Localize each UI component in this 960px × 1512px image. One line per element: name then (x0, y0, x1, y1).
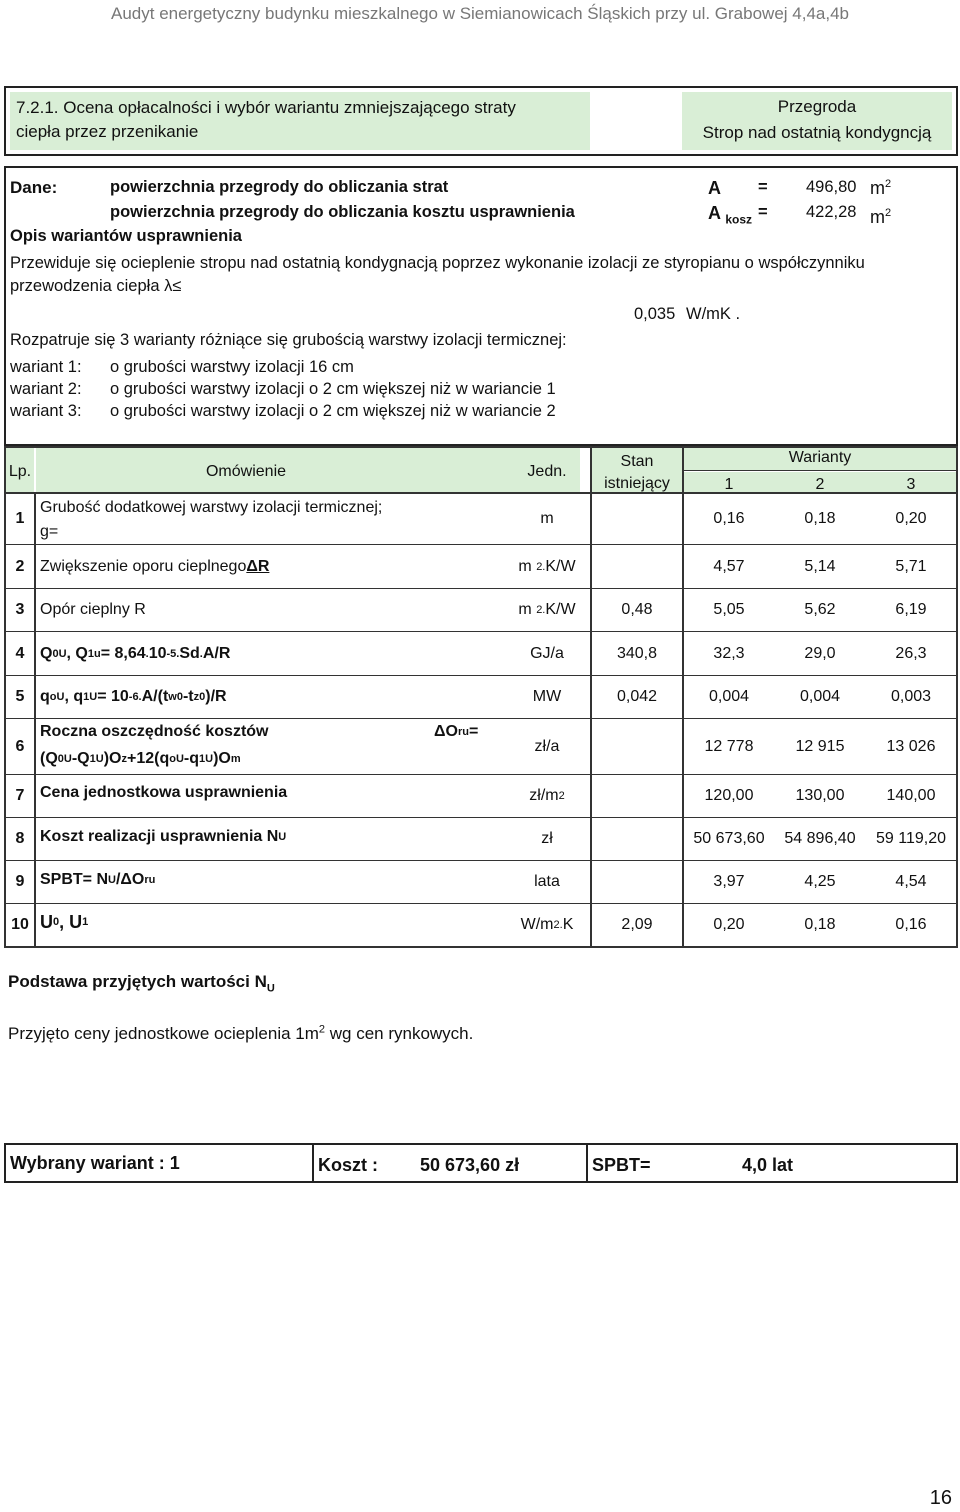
table-border-bottom (4, 946, 958, 948)
row10-lp: 10 (11, 916, 29, 933)
variant-3-text: o grubości warstwy izolacji o 2 cm większej niż w wariancie 2 (110, 402, 556, 420)
unit-sup: 2 (885, 178, 892, 190)
row5-lp: 5 (15, 688, 25, 705)
row9-stan (592, 861, 682, 903)
f-ten: 10 (148, 644, 167, 662)
dane-label: Dane: (10, 178, 58, 197)
podstawa-title-text: Podstawa przyjętych wartości N (8, 972, 267, 991)
podstawa-title (8, 972, 275, 995)
opis-title: Opis wariantów usprawnienia (10, 227, 242, 245)
summary-divider (312, 1145, 314, 1181)
row8-lp: 8 (15, 830, 25, 847)
row6-desc-line1: Roczna oszczędność kosztów (40, 723, 269, 740)
row1-desc-line2: g= (40, 523, 59, 540)
f-q: , q (64, 688, 84, 705)
row3-w1: 5,05 (713, 601, 745, 618)
variant-1-text: o grubości warstwy izolacji 16 cm (110, 358, 354, 376)
dane-row1-value: 496,80 (806, 178, 857, 196)
row7-w2: 130,00 (795, 787, 845, 804)
section-title (10, 92, 590, 150)
partition-box (682, 92, 952, 150)
lambda-value: 0,035 (634, 305, 676, 323)
row3-w3: 6,19 (895, 601, 927, 618)
row10-desc: U 0 , U 1 (40, 911, 89, 932)
row2-w2: 5,14 (804, 557, 836, 575)
row3-desc: Opór cieplny R (40, 601, 146, 618)
row2-desc (40, 545, 269, 588)
row6-desc-line2: (Q 0U -Q 1U )O z +12(q oU -q 1U )O m (40, 750, 241, 767)
unit-text: W/m (520, 916, 554, 933)
row5-w1: 0,004 (708, 688, 750, 705)
header-warianty: Warianty (788, 449, 852, 466)
summary-spbt-value: 4,0 lat (742, 1155, 794, 1175)
f-ten: = 10 (97, 688, 129, 705)
f-coef: = 8,64 (100, 644, 146, 662)
dane-row1-eq: = (758, 178, 768, 196)
table-border-right (956, 446, 958, 948)
row8-w2: 54 896,40 (784, 830, 856, 847)
opis-intro: Rozpatruje się 3 warianty różniące się grubością warstwy izolacji termicznej: (10, 331, 567, 349)
row9-w3: 4,54 (895, 873, 927, 890)
unit-tail: K/W (545, 601, 576, 618)
summary-spbt-label: SPBT= (592, 1155, 651, 1175)
f-part: -Q (71, 750, 90, 767)
row10-unit: W/m 2. K (520, 916, 574, 933)
f-r: )/R (205, 688, 227, 705)
row9-unit: lata (534, 873, 560, 890)
unit-text: m (518, 557, 532, 575)
row8-w3: 59 119,20 (876, 830, 946, 847)
section-title-line1: 7.2.1. Ocena opłacalności i wybór wariantu zmniejszającego straty (16, 98, 516, 117)
f-part: U (40, 911, 53, 932)
section-title-line2: ciepła przez przenikanie (16, 122, 199, 141)
f-sd: Sd (179, 644, 200, 662)
row7-w3: 140,00 (886, 787, 936, 804)
row9-w1: 3,97 (713, 873, 745, 890)
podstawa-text-b: wg cen rynkowych. (325, 1024, 474, 1043)
row6-stan (592, 719, 682, 774)
f-delta: ΔO (434, 723, 458, 740)
row2-w1: 4,57 (713, 557, 745, 575)
header-jedn: Jedn. (527, 463, 567, 480)
dane-row2-symbol (708, 203, 753, 227)
row4-desc: Q 0U , Q 1u = 8,64 . 10 -5. Sd . A/R (40, 644, 231, 662)
row5-w2: 0,004 (799, 688, 841, 705)
podstawa-text (8, 1024, 473, 1044)
row10-w3: 0,16 (895, 916, 927, 933)
row9-lp: 9 (15, 873, 25, 890)
summary-divider (586, 1145, 588, 1181)
row4-unit: GJ/a (530, 644, 564, 662)
row3-w2: 5,62 (804, 601, 836, 618)
section-title-block (4, 86, 958, 156)
warianty-underline (684, 470, 956, 471)
f-q: q (40, 688, 50, 705)
row2-lp: 2 (15, 557, 25, 575)
podstawa-sup: 2 (318, 1023, 326, 1036)
dane-row2-desc: powierzchnia przegrody do obliczania kosztu usprawnienia (110, 203, 575, 221)
row10-stan: 2,09 (621, 916, 653, 933)
row1-w2: 0,18 (804, 510, 836, 527)
header-istniejacy: istniejący (604, 475, 670, 492)
row6-w2: 12 915 (795, 737, 845, 755)
row5-w3: 0,003 (890, 688, 932, 705)
f-part: )O (103, 750, 122, 767)
summary-cost-value: 50 673,60 zł (420, 1155, 520, 1175)
partition-label: Przegroda (777, 97, 857, 116)
row1-unit: m (540, 510, 554, 527)
f-part: +12(q (126, 750, 170, 767)
row4-lp: 4 (15, 644, 25, 662)
page-number: 16 (929, 1487, 952, 1509)
row9-w2: 4,25 (804, 873, 836, 890)
f-part: SPBT= N (40, 871, 109, 888)
summary-variant: Wybrany wariant : 1 (10, 1153, 180, 1173)
f-ar: A/R (202, 644, 231, 662)
row5-unit: MW (532, 688, 562, 705)
col-divider-lp (34, 492, 36, 948)
symbol-text: A (708, 203, 721, 223)
row9-desc: SPBT= N U /ΔO ru (40, 871, 156, 888)
row1-w3: 0,20 (895, 510, 927, 527)
row6-delta-o: ΔO ru = (434, 723, 479, 740)
row8-w1: 50 673,60 (693, 830, 765, 847)
dane-row2-unit (870, 207, 891, 228)
f-part: /ΔO (115, 871, 145, 888)
row10-w1: 0,20 (713, 916, 745, 933)
variant-2-label: wariant 2: (10, 380, 82, 398)
unit-text: m (870, 178, 885, 198)
row4-stan: 340,8 (616, 644, 658, 662)
row5-desc: q oU , q 1U = 10 -6. A/(t w0 -t z0 )/R (40, 688, 227, 705)
row3-lp: 3 (15, 601, 25, 618)
dane-row2-eq: = (758, 203, 768, 221)
row4-w2: 29,0 (804, 644, 836, 662)
f-a: A/(t (141, 688, 169, 705)
row7-w1: 120,00 (704, 787, 754, 804)
row3-unit: m 2. K/W (518, 601, 576, 618)
header-lp: Lp. (8, 463, 32, 480)
row8-unit: zł (541, 830, 553, 847)
row7-stan (592, 775, 682, 817)
variant-3-label: wariant 3: (10, 402, 82, 420)
row1-desc-line1: Grubość dodatkowej warstwy izolacji termicznej; (40, 499, 383, 516)
variant-1-label: wariant 1: (10, 358, 82, 376)
row8-desc: Koszt realizacji usprawnienia N U (40, 828, 287, 845)
row1-stan (592, 494, 682, 544)
row7-unit: zł/m 2 (529, 787, 565, 804)
row6-lp: 6 (15, 737, 25, 755)
row8-desc-text: Koszt realizacji usprawnienia N (40, 828, 279, 845)
row6-w1: 12 778 (704, 737, 754, 755)
dane-row1-desc: powierzchnia przegrody do obliczania strat (110, 178, 449, 196)
data-block (4, 166, 958, 446)
opis-line2: przewodzenia ciepła λ≤ (10, 277, 182, 295)
f-part: , U (59, 911, 83, 932)
unit-text: zł/m (529, 787, 559, 804)
opis-line1: Przewiduje się ocieplenie stropu nad ostatnią kondygnacją poprzez wykonanie izolacji ze styropianu o współczynniku (10, 254, 865, 272)
summary-box (4, 1143, 958, 1183)
row2-desc-text: Zwiększenie oporu cieplnego (40, 557, 247, 575)
row2-desc-delta: ΔR (246, 557, 270, 575)
row8-stan (592, 818, 682, 860)
lambda-unit: W/mK . (686, 305, 741, 323)
f-q: Q (40, 644, 53, 662)
row2-w3: 5,71 (895, 557, 927, 575)
f-sub: U (266, 982, 275, 995)
dane-row1-symbol: A (708, 178, 721, 198)
unit-text: m (870, 207, 885, 227)
row5-stan: 0,042 (616, 688, 658, 705)
row6-w3: 13 026 (886, 737, 936, 755)
header-wariant-2: 2 (815, 476, 825, 493)
f-t: -t (182, 688, 194, 705)
summary-cost-label: Koszt : (318, 1155, 378, 1175)
header-stan: Stan (620, 453, 654, 470)
header-wariant-3: 3 (906, 476, 916, 493)
symbol-sub: kosz (725, 212, 753, 227)
f-eq: = (468, 723, 479, 740)
f-part: -q (183, 750, 199, 767)
row3-stan: 0,48 (621, 601, 653, 618)
calc-table (4, 446, 958, 948)
f-part: (Q (40, 750, 58, 767)
variant-2-text: o grubości warstwy izolacji o 2 cm większej niż w wariancie 1 (110, 380, 556, 398)
unit-tail: K/W (545, 557, 576, 575)
row4-w1: 32,3 (713, 644, 745, 662)
f-q: , Q (66, 644, 88, 662)
row2-stan (592, 545, 682, 588)
row7-lp: 7 (15, 787, 25, 804)
dane-row2-value: 422,28 (806, 203, 857, 221)
row10-w2: 0,18 (804, 916, 836, 933)
partition-value: Strop nad ostatnią kondygncją (702, 123, 932, 142)
dane-row1-unit (870, 178, 891, 199)
row2-unit: m 2. K/W (518, 557, 576, 575)
row7-desc: Cena jednostkowa usprawnienia (40, 784, 288, 801)
header-omowienie: Omówienie (205, 463, 287, 480)
row4-w3: 26,3 (895, 644, 927, 662)
unit-tail: K (562, 916, 574, 933)
row1-w1: 0,16 (713, 510, 745, 527)
row6-unit: zł/a (534, 737, 560, 755)
unit-sup: 2 (885, 207, 892, 219)
document-header: Audyt energetyczny budynku mieszkalnego w Siemianowicach Śląskich przy ul. Grabowej 4,4a,4b (111, 4, 849, 23)
header-wariant-1: 1 (724, 476, 734, 493)
f-part: )O (213, 750, 231, 767)
unit-text: m (518, 601, 532, 618)
row1-lp: 1 (15, 510, 25, 527)
podstawa-text-a: Przyjęto ceny jednostkowe ocieplenia 1m (8, 1024, 319, 1043)
